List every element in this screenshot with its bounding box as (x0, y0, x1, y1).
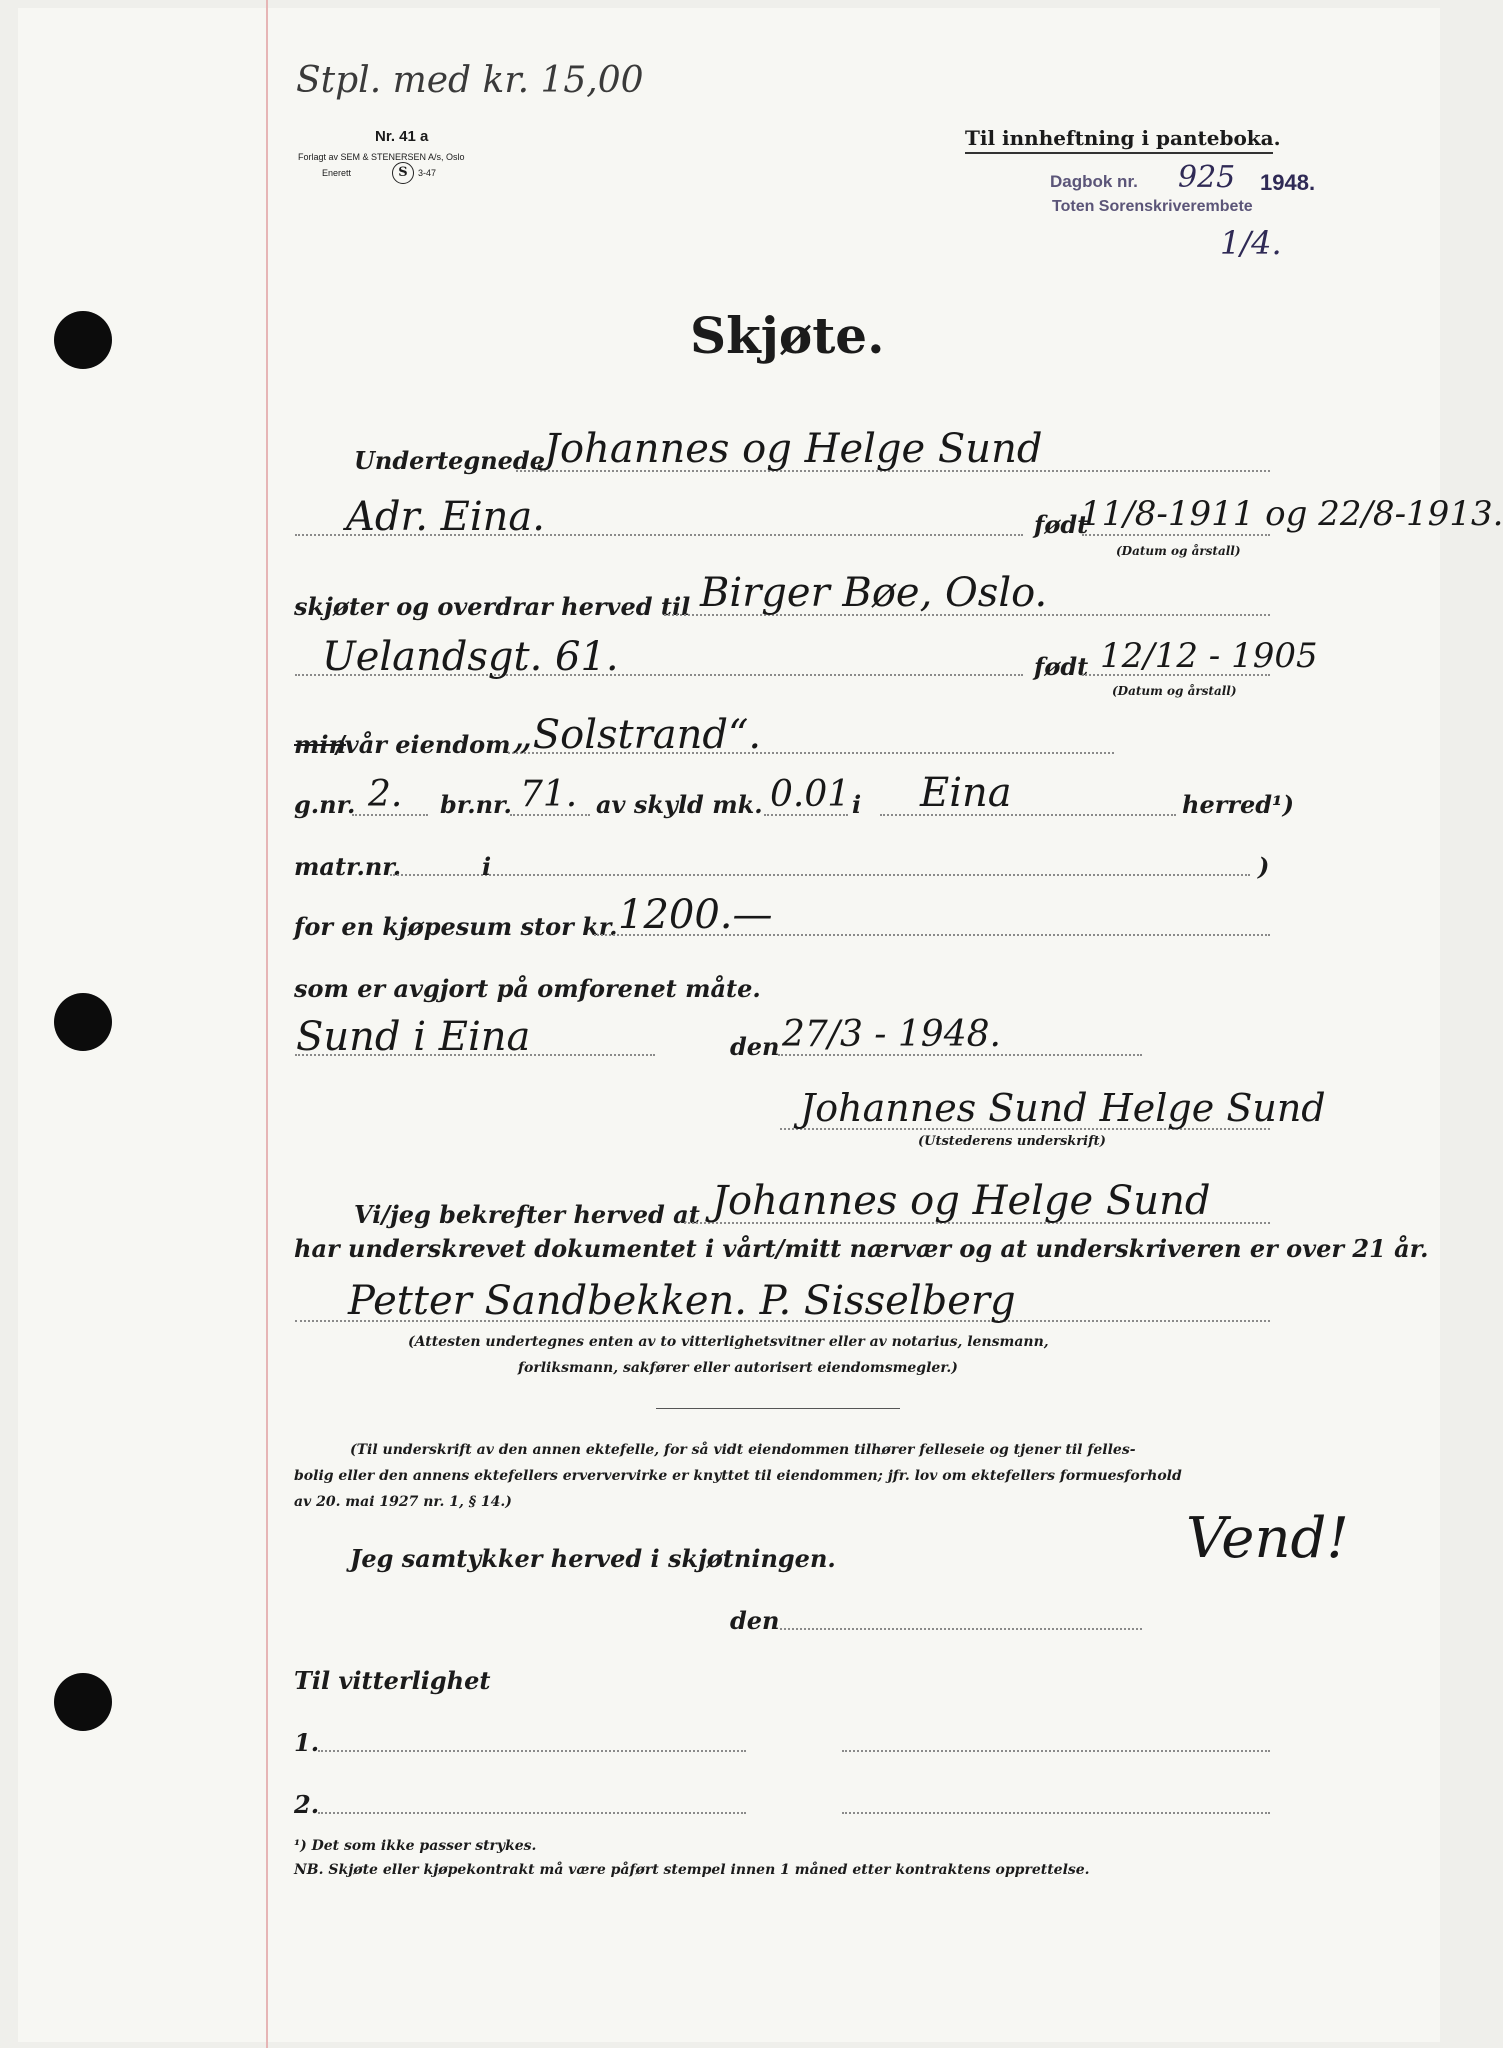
witness-value: Petter Sandbekken. P. Sisselberg (348, 1278, 1016, 1324)
publisher-logo-icon: S (392, 162, 414, 184)
witness-2: 2. (294, 1790, 320, 1819)
publisher-line: Forlagt av SEM & STENERSEN A/s, Oslo (298, 152, 465, 162)
confirm-label: Vi/jeg bekrefter herved at (354, 1200, 700, 1229)
gnr-label: g.nr. (294, 790, 356, 819)
document-title: Skjøte. (690, 306, 885, 365)
footnote: NB. Skjøte eller kjøpekontrakt må være påført stempel innen 1 måned etter kontraktens opprettelse. (294, 1862, 1090, 1878)
vend-note: Vend! (1186, 1506, 1349, 1571)
undersigned-value: Johannes og Helge Sund (544, 426, 1043, 472)
witness-note: (Attesten undertegnes enten av to vitterlighetsvitner eller av notarius, lensmann, (408, 1334, 1049, 1350)
municipality-value: Eina (920, 770, 1012, 816)
property-label: /vår eiendom (336, 730, 511, 759)
bnr-value: 71. (520, 774, 578, 815)
signature-hint: (Utstederens underskrift) (918, 1134, 1106, 1149)
fill-line (390, 874, 1250, 876)
undersigned-label: Undertegnede (354, 446, 545, 475)
transfer-label: skjøter og overdrar herved til (294, 592, 691, 621)
price-value: 1200.— (618, 892, 773, 938)
witness-note: forliksmann, sakfører eller autorisert eiendomsmegler.) (518, 1360, 958, 1376)
born-value: 11/8-1911 og 22/8-1913. (1080, 494, 1503, 534)
matr-label: matr.nr. (294, 852, 402, 881)
stamp-duty-note: Stpl. med kr. 15,00 (296, 60, 644, 101)
den-label: den (730, 1032, 780, 1061)
red-margin-rule (266, 0, 268, 2048)
publisher-code: 3-47 (418, 168, 437, 178)
buyer-value: Birger Bøe, Oslo. (700, 570, 1048, 616)
punch-hole (54, 311, 112, 369)
address-value: Adr. Eina. (346, 494, 545, 540)
born-label: født (1034, 510, 1089, 539)
fill-line (842, 1750, 1270, 1752)
confirm-value: Johannes og Helge Sund (712, 1178, 1211, 1224)
registry-stamp-prefix: Dagbok nr. (1050, 172, 1138, 191)
fill-line (780, 1628, 1142, 1630)
price-label: for en kjøpesum stor kr. (294, 912, 618, 941)
consent-text: Jeg samtykker herved i skjøtningen. (350, 1544, 836, 1573)
spouse-note: av 20. mai 1927 nr. 1, § 14.) (294, 1494, 512, 1510)
buyer-address-value: Uelandsgt. 61. (322, 634, 619, 680)
settled-text: som er avgjort på omforenet måte. (294, 974, 761, 1003)
spouse-note: (Til underskrift av den annen ektefelle, for så vidt eiendommen tilhører felleseie og tjener til felles- (350, 1442, 1136, 1458)
date-hint: (Datum og årstall) (1112, 684, 1237, 698)
born-value: 12/12 - 1905 (1100, 636, 1318, 676)
bnr-label: br.nr. (440, 790, 512, 819)
punch-hole (54, 1673, 112, 1731)
date-value: 27/3 - 1948. (782, 1014, 1001, 1055)
binding-note: Til innheftning i panteboka. (965, 126, 1281, 150)
property-label-struck: min (294, 730, 346, 759)
born-label: født (1034, 652, 1089, 681)
confirm-text: har underskrevet dokumentet i vårt/mitt nærvær og at underskriveren er over 21 år. (294, 1234, 1429, 1263)
spouse-note: bolig eller den annens ektefellers erververvirke er knyttet til eiendommen; jfr. lov om ektefellers formuesforhold (294, 1468, 1182, 1484)
fill-line (318, 1750, 746, 1752)
publisher-enerett: Enerett (322, 168, 352, 178)
fill-line (842, 1812, 1270, 1814)
signature-value: Johannes Sund Helge Sund (800, 1086, 1326, 1130)
fill-line (1082, 534, 1270, 536)
binding-underline (965, 152, 1273, 154)
registry-year: 1948. (1260, 170, 1316, 195)
registry-office-stamp: Toten Sorenskriverembete (1052, 198, 1253, 215)
matr-i-label: i (482, 852, 492, 881)
skyld-value: 0.01 (770, 774, 851, 815)
herred-label: herred¹) (1182, 790, 1294, 819)
registry-number: 925 (1178, 160, 1236, 195)
punch-hole (54, 993, 112, 1051)
i-label: i (852, 790, 862, 819)
consent-den: den (730, 1606, 780, 1635)
witness-heading: Til vitterlighet (294, 1666, 491, 1695)
form-number: Nr. 41 a (375, 128, 429, 145)
footnote: ¹) Det som ikke passer strykes. (294, 1838, 537, 1854)
skyld-label: av skyld mk. (596, 790, 763, 819)
gnr-value: 2. (368, 774, 403, 815)
registry-date: 1/4. (1220, 224, 1282, 262)
place-value: Sund i Eina (296, 1014, 531, 1060)
separator-line (656, 1408, 900, 1409)
witness-1: 1. (294, 1728, 320, 1757)
property-value: „Solstrand“. (512, 712, 762, 758)
date-hint: (Datum og årstall) (1116, 544, 1241, 558)
matr-close: ) (1258, 852, 1270, 881)
fill-line (318, 1812, 746, 1814)
